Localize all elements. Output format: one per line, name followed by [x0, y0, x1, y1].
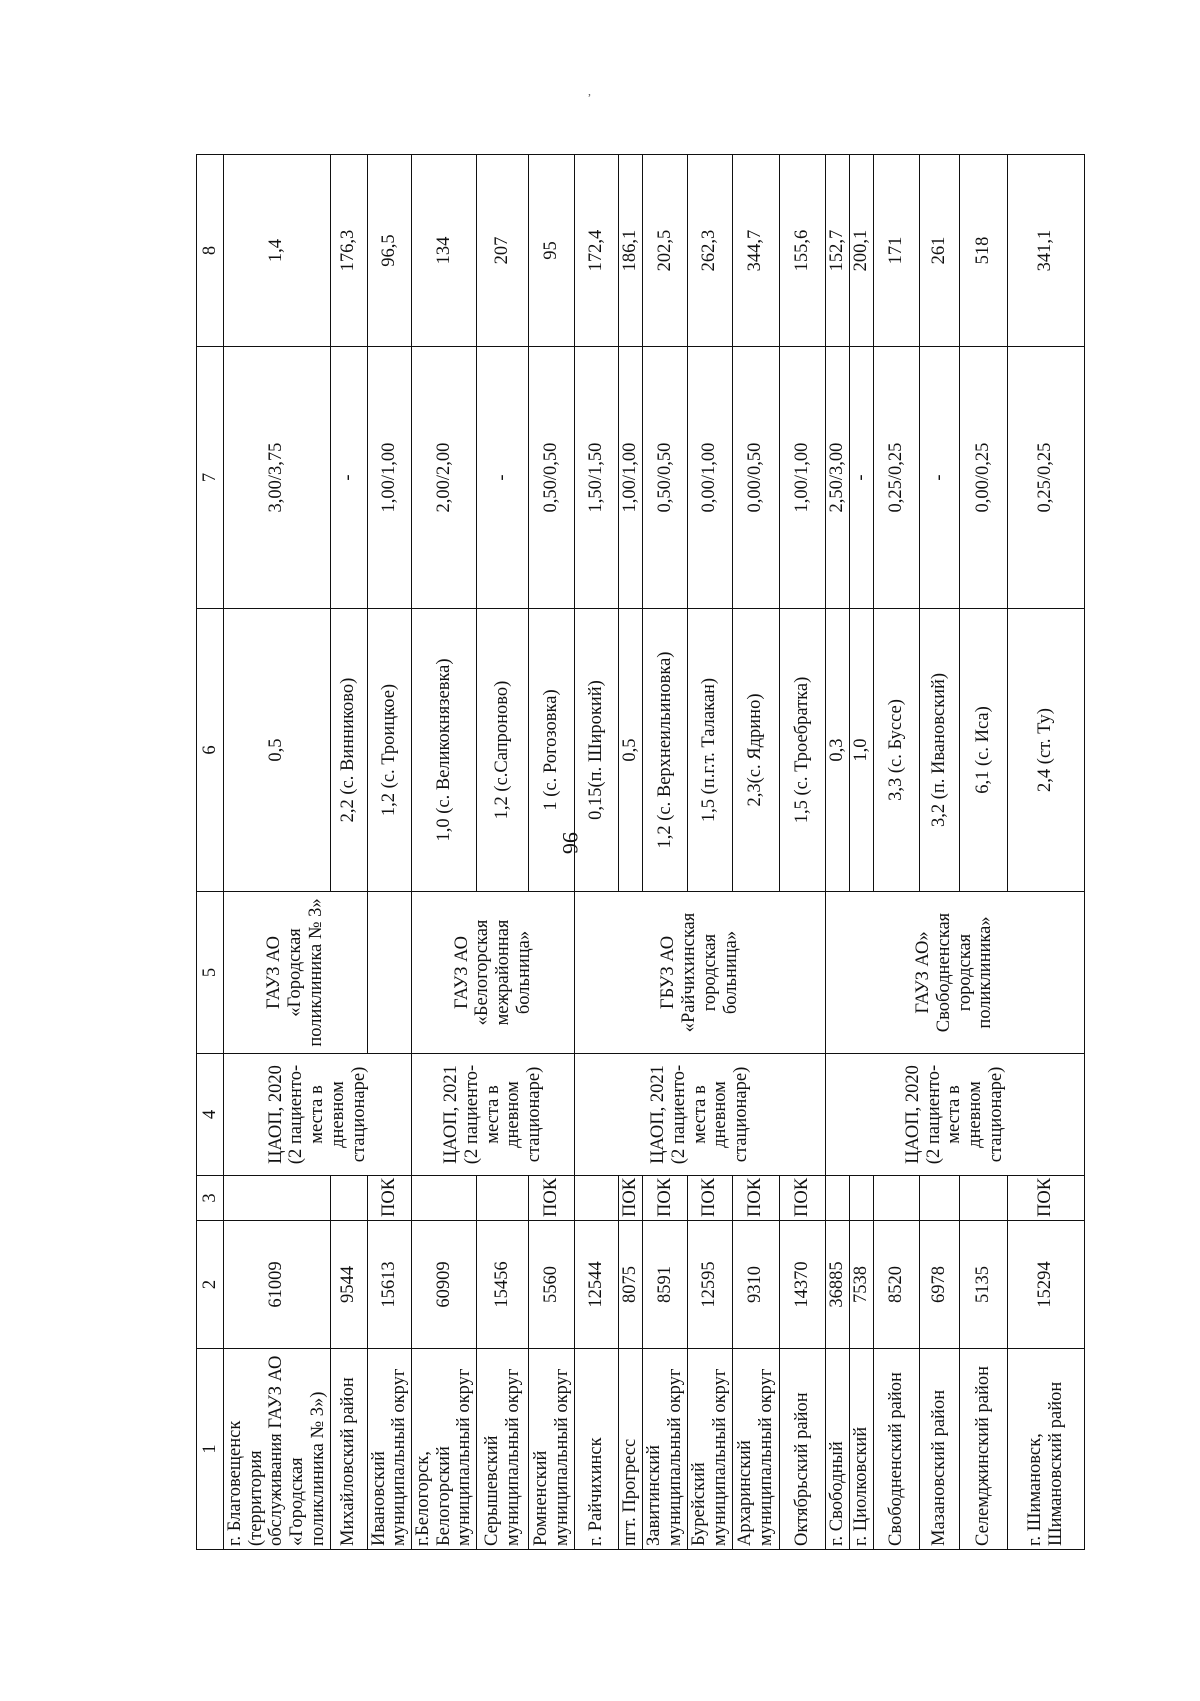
pok-cell: [873, 1176, 919, 1221]
pok-cell: [575, 1176, 619, 1221]
distance-cell: 3,2 (п. Ивановский): [919, 609, 959, 892]
pok-cell: [849, 1176, 873, 1221]
distance-cell: 1,2 (с.Сапроново): [477, 609, 529, 892]
territory-cell: г. Свободный: [825, 1349, 849, 1550]
population-cell: 36885: [825, 1221, 849, 1349]
population-cell: 5560: [529, 1221, 575, 1349]
caop-cell: ЦАОП, 2020 (2 пациенто-места в дневном стационаре): [825, 1054, 1084, 1176]
population-cell: 15294: [1007, 1221, 1084, 1349]
territory-cell: Селемджинский район: [959, 1349, 1007, 1550]
territory-cell: г. Шимановск, Шимановский район: [1007, 1349, 1084, 1550]
header-cell: 6: [197, 609, 224, 892]
territory-cell: Бурейский муниципальный округ: [687, 1349, 732, 1550]
pok-cell: [919, 1176, 959, 1221]
value-cell: 95: [529, 155, 575, 347]
rate-cell: 0,00/1,00: [687, 347, 732, 609]
pok-cell: ПОК: [619, 1176, 643, 1221]
population-cell: 15456: [477, 1221, 529, 1349]
table-row: [849, 155, 873, 1550]
table-row: [477, 155, 529, 1550]
distance-cell: 1 (с. Рогозовка): [529, 609, 575, 892]
territory-cell: Михайловский район: [330, 1349, 367, 1550]
table-row: [732, 155, 779, 1550]
territory-cell: г. Райчихинск: [575, 1349, 619, 1550]
population-cell: 9544: [330, 1221, 367, 1349]
population-cell: 8520: [873, 1221, 919, 1349]
value-cell: 134: [412, 155, 477, 347]
population-cell: 5135: [959, 1221, 1007, 1349]
rate-cell: 2,00/2,00: [412, 347, 477, 609]
empty-cell: [367, 892, 411, 1054]
territory-cell: г. Благовещенск (территория обслуживания ГАУЗ АО «Городская поликлиника № 3»): [224, 1349, 331, 1550]
pok-cell: ПОК: [529, 1176, 575, 1221]
pok-cell: ПОК: [367, 1176, 411, 1221]
territory-cell: Мазановский район: [919, 1349, 959, 1550]
territory-cell: Архаринский муниципальный округ: [732, 1349, 779, 1550]
header-cell: 8: [197, 155, 224, 347]
population-cell: 8591: [643, 1221, 687, 1349]
rate-cell: -: [330, 347, 367, 609]
table-row: [330, 155, 367, 1550]
pok-cell: ПОК: [732, 1176, 779, 1221]
value-cell: 1,4: [224, 155, 331, 347]
value-cell: 200,1: [849, 155, 873, 347]
value-cell: 172,4: [575, 155, 619, 347]
value-cell: 202,5: [643, 155, 687, 347]
institution-cell: ГАУЗ АО «Городская поликлиника № 3»: [224, 892, 368, 1054]
distance-cell: 6,1 (с. Иса): [959, 609, 1007, 892]
rate-cell: 1,50/1,50: [575, 347, 619, 609]
caop-cell: ЦАОП, 2021 (2 пациенто-места в дневном стационаре): [575, 1054, 825, 1176]
rate-cell: 0,25/0,25: [873, 347, 919, 609]
distance-cell: 0,5: [619, 609, 643, 892]
table-row: [1007, 155, 1084, 1550]
distance-cell: 1,5 (с. Троебратка): [779, 609, 825, 892]
population-cell: 8075: [619, 1221, 643, 1349]
distance-cell: 1,0: [849, 609, 873, 892]
table-row: [367, 155, 411, 1550]
pok-cell: [825, 1176, 849, 1221]
table-row: [825, 155, 849, 1550]
header-cell: 4: [197, 1054, 224, 1176]
scan-speck: ,: [588, 84, 591, 98]
territory-cell: Завитинский муниципальный округ: [643, 1349, 687, 1550]
territory-cell: Октябрьский район: [779, 1349, 825, 1550]
pok-cell: [224, 1176, 331, 1221]
distance-cell: 1,0 (с. Великокнязевка): [412, 609, 477, 892]
distance-cell: 1,5 (п.г.т. Талакан): [687, 609, 732, 892]
pok-cell: [330, 1176, 367, 1221]
distance-cell: 0,5: [224, 609, 331, 892]
rate-cell: -: [919, 347, 959, 609]
rate-cell: 2,50/3,00: [825, 347, 849, 609]
population-cell: 14370: [779, 1221, 825, 1349]
rate-cell: 0,50/0,50: [643, 347, 687, 609]
caop-cell: ЦАОП, 2020 (2 пациенто-места в дневном стационаре): [224, 1054, 412, 1176]
table-row: [412, 155, 477, 1550]
pok-cell: [477, 1176, 529, 1221]
table-row: [919, 155, 959, 1550]
header-cell: 3: [197, 1176, 224, 1221]
rate-cell: -: [477, 347, 529, 609]
value-cell: 176,3: [330, 155, 367, 347]
rate-cell: 0,25/0,25: [1007, 347, 1084, 609]
pok-cell: [959, 1176, 1007, 1221]
population-cell: 7538: [849, 1221, 873, 1349]
population-cell: 15613: [367, 1221, 411, 1349]
territory-cell: г. Циолковский: [849, 1349, 873, 1550]
distance-cell: 1,2 (с. Троицкое): [367, 609, 411, 892]
distance-cell: 1,2 (с. Верхнеильиновка): [643, 609, 687, 892]
rate-cell: 1,00/1,00: [367, 347, 411, 609]
pok-cell: ПОК: [1007, 1176, 1084, 1221]
value-cell: 518: [959, 155, 1007, 347]
territory-cell: пгт. Прогресс: [619, 1349, 643, 1550]
header-cell: 1: [197, 1349, 224, 1550]
value-cell: 261: [919, 155, 959, 347]
pok-cell: [412, 1176, 477, 1221]
institution-cell: ГАУЗ АО «Белогорская межрайонная больница»: [412, 892, 575, 1054]
header-cell: 5: [197, 892, 224, 1054]
value-cell: 152,7: [825, 155, 849, 347]
value-cell: 262,3: [687, 155, 732, 347]
population-cell: 61009: [224, 1221, 331, 1349]
institution-cell: ГАУЗ АО» Свободненская городская поликлиника»: [825, 892, 1084, 1054]
value-cell: 171: [873, 155, 919, 347]
population-cell: 12544: [575, 1221, 619, 1349]
population-cell: 60909: [412, 1221, 477, 1349]
distance-cell: 2,3(с. Ядрино): [732, 609, 779, 892]
rate-cell: 3,00/3,75: [224, 347, 331, 609]
institution-cell: ГБУЗ АО «Райчихинская городская больница»: [575, 892, 825, 1054]
pok-cell: ПОК: [779, 1176, 825, 1221]
population-cell: 6978: [919, 1221, 959, 1349]
table-row: [779, 155, 825, 1550]
pok-cell: ПОК: [687, 1176, 732, 1221]
table-row: [529, 155, 575, 1550]
table-row: [224, 155, 331, 1550]
distance-cell: 2,2 (с. Винниково): [330, 609, 367, 892]
population-cell: 9310: [732, 1221, 779, 1349]
header-row: [197, 155, 224, 1550]
table-row: [959, 155, 1007, 1550]
distance-cell: 0,15(п. Широкий): [575, 609, 619, 892]
distance-cell: 0,3: [825, 609, 849, 892]
table-row: [873, 155, 919, 1550]
table-row: [687, 155, 732, 1550]
rotated-table-container: [196, 155, 1066, 1550]
rate-cell: 0,50/0,50: [529, 347, 575, 609]
table-row: [575, 155, 619, 1550]
value-cell: 341,1: [1007, 155, 1084, 347]
territory-cell: Ромненский муниципальный округ: [529, 1349, 575, 1550]
header-cell: 2: [197, 1221, 224, 1349]
value-cell: 186,1: [619, 155, 643, 347]
pok-cell: ПОК: [643, 1176, 687, 1221]
header-cell: 7: [197, 347, 224, 609]
territory-cell: Свободненский район: [873, 1349, 919, 1550]
rate-cell: 1,00/1,00: [779, 347, 825, 609]
rate-cell: 1,00/1,00: [619, 347, 643, 609]
distance-cell: 2,4 (ст. Ту): [1007, 609, 1084, 892]
territory-cell: г.Белогорск, Белогорский муниципальный округ: [412, 1349, 477, 1550]
territory-cell: Серышевский муниципальный округ: [477, 1349, 529, 1550]
page-number: 96: [558, 832, 583, 854]
table-row: [643, 155, 687, 1550]
data-table: [196, 154, 1085, 1550]
rate-cell: 0,00/0,50: [732, 347, 779, 609]
distance-cell: 3,3 (с. Буссе): [873, 609, 919, 892]
table-row: [619, 155, 643, 1550]
population-cell: 12595: [687, 1221, 732, 1349]
territory-cell: Ивановский муниципальный округ: [367, 1349, 411, 1550]
rate-cell: 0,00/0,25: [959, 347, 1007, 609]
value-cell: 207: [477, 155, 529, 347]
value-cell: 344,7: [732, 155, 779, 347]
value-cell: 155,6: [779, 155, 825, 347]
value-cell: 96,5: [367, 155, 411, 347]
rate-cell: -: [849, 347, 873, 609]
caop-cell: ЦАОП, 2021 (2 пациенто-места в дневном стационаре): [412, 1054, 575, 1176]
